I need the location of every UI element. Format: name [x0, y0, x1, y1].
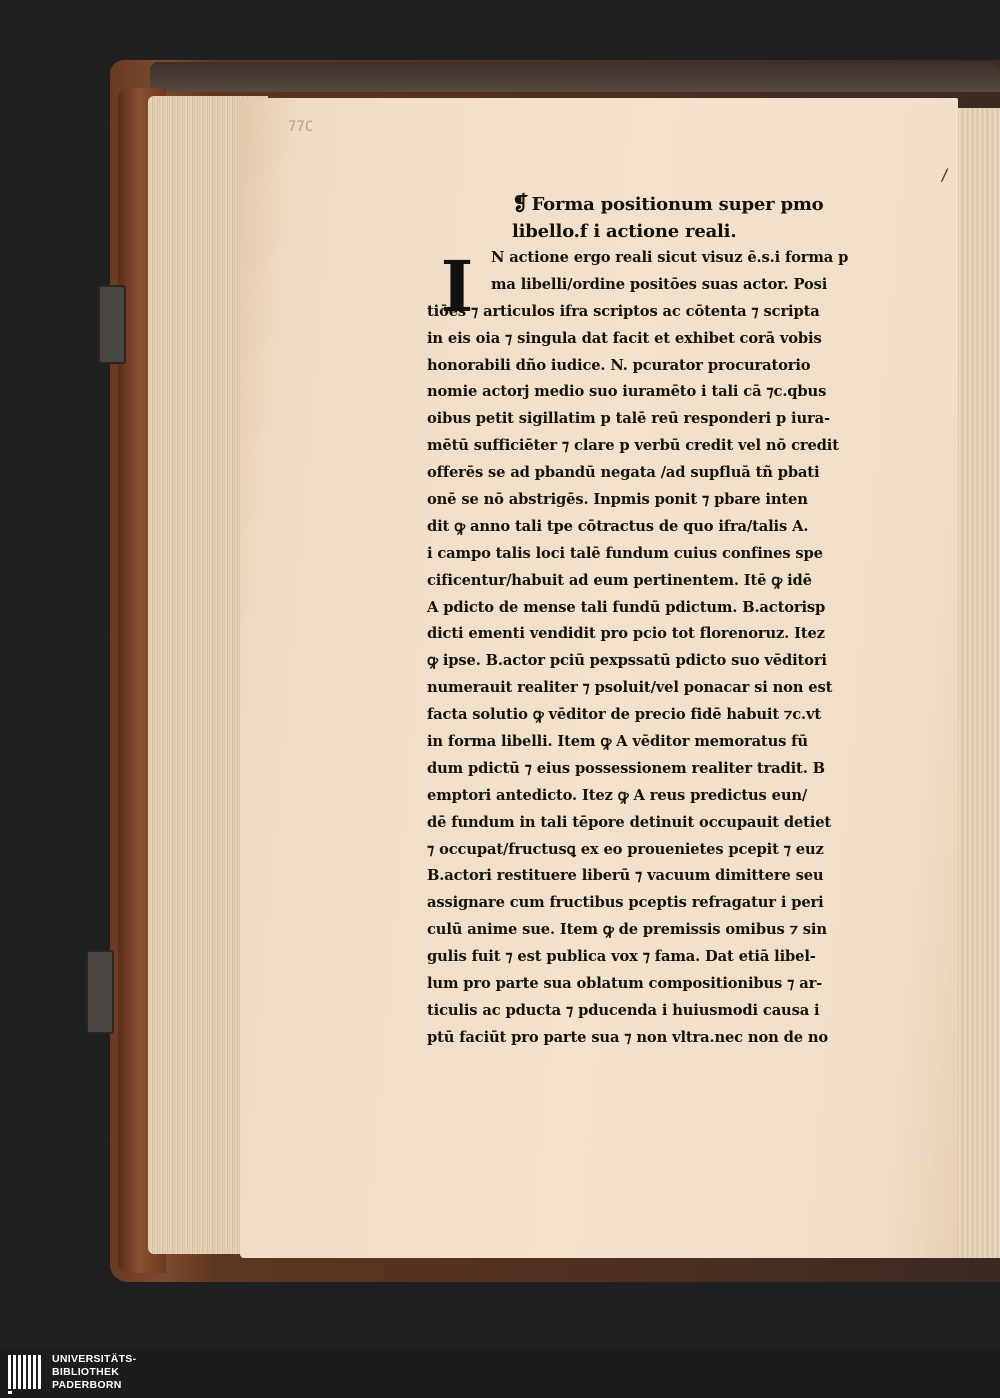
heading-line-1 [512, 190, 872, 218]
text-line: dicti ementi vendidit pro pcio tot florenoruz. Itez [427, 625, 825, 643]
text-line: dum pdictū ⁊ eius possessionem realiter tradit. B [427, 759, 825, 777]
page-stack-right [955, 108, 1000, 1258]
text-line: numerauit realiter ⁊ psoluit/vel ponacar si non est [427, 679, 833, 697]
body-text [427, 245, 957, 1052]
initial-capital: I [440, 245, 474, 328]
text-line: ꝙ ipse. B.actor pciū pexpssatū pdicto suo vēditori [427, 652, 827, 670]
text-line: ptū faciūt pro parte sua ⁊ non vltra.nec non de no [427, 1028, 829, 1046]
text-line: in eis oia ⁊ singula dat facit et exhibet corā vobis [427, 329, 822, 347]
institution-line: UNIVERSITÄTS- [52, 1353, 137, 1365]
text-line: A pdicto de mense tali fundū pdictum. B.actorisp [427, 598, 826, 616]
text-line: oibus petit sigillatim p talē reū responderi p iura- [427, 410, 830, 428]
text-line: emptori antedicto. Itez ꝙ A reus predictus eun/ [427, 786, 808, 804]
text-line: i campo talis loci talē fundum cuius confines spe [427, 544, 823, 562]
text-line: mētū sufficiēter ⁊ clare p verbū credit vel nō credit [427, 437, 839, 455]
margin-mark-top-right: / [940, 165, 950, 184]
text-line: offerēs se ad pbandū negata /ad supfluā tñ pbati [427, 464, 820, 482]
text-line: nomie actorj medio suo iuramēto i tali cā ⁊c.qbus [427, 383, 827, 401]
text-line: in forma libelli. Item ꝙ A vēditor memoratus fū [427, 733, 808, 751]
pilcrow-icon: ❡ [512, 191, 529, 215]
library-logo-icon [6, 1353, 46, 1395]
text-line: onē se nō abstrigēs. Inpmis ponit ⁊ pbare inten [427, 491, 808, 509]
text-line: dit ꝙ anno tali tpe cōtractus de quo ifra/talis A. [427, 517, 809, 535]
text-line: N actione ergo reali sicut visuz ē.s.i forma p [491, 249, 849, 266]
text-line: gulis fuit ⁊ est publica vox ⁊ fama. Dat etiā libel- [427, 948, 816, 966]
text-line: cificentur/habuit ad eum pertinentem. Itē ꝙ idē [427, 571, 812, 589]
text-line: ⁊ occupat/fructusꝗ ex eo prouenietes pcepit ⁊ euz [427, 840, 824, 858]
text-line: assignare cum fructibus pceptis refragatur i peri [427, 894, 824, 912]
institution-line: PADERBORN [52, 1379, 122, 1391]
text-line: ticulis ac pducta ⁊ pducenda i huiusmodi causa i [427, 1001, 820, 1019]
text-line: B.actori restituere liberū ⁊ vacuum dimittere seu [427, 867, 824, 885]
institution-name [52, 1353, 136, 1392]
text-line: tiōes ⁊ articulos ifra scriptos ac cōtenta ⁊ scripta [427, 302, 820, 320]
heading-line-2: libello.f i actione reali. [512, 221, 737, 242]
text-line: honorabili dño iudice. N. pcurator procuratorio [427, 356, 811, 374]
text-line: ma libelli/ordine positōes suas actor. Posi [491, 275, 828, 293]
clasp-upper [98, 285, 126, 364]
institution-line: BIBLIOTHEK [52, 1366, 120, 1378]
text-line: dē fundum in tali tēpore detinuit occupauit detiet [427, 813, 832, 831]
text-line: facta solutio ꝙ vēditor de precio fidē habuit ⁊c.vt [427, 706, 821, 724]
heading-line-1-text: Forma positionum super pmo [531, 194, 824, 215]
text-line: lum pro parte sua oblatum compositionibus ⁊ ar- [427, 975, 823, 993]
clasp-lower [86, 950, 114, 1034]
book-top-edge [150, 62, 1000, 92]
footer-bar [0, 1350, 1000, 1398]
margin-mark-top-left: 77C [288, 119, 314, 135]
section-heading [512, 190, 872, 245]
text-line: culū anime sue. Item ꝙ de premissis omibus ⁊ sin [427, 921, 827, 939]
